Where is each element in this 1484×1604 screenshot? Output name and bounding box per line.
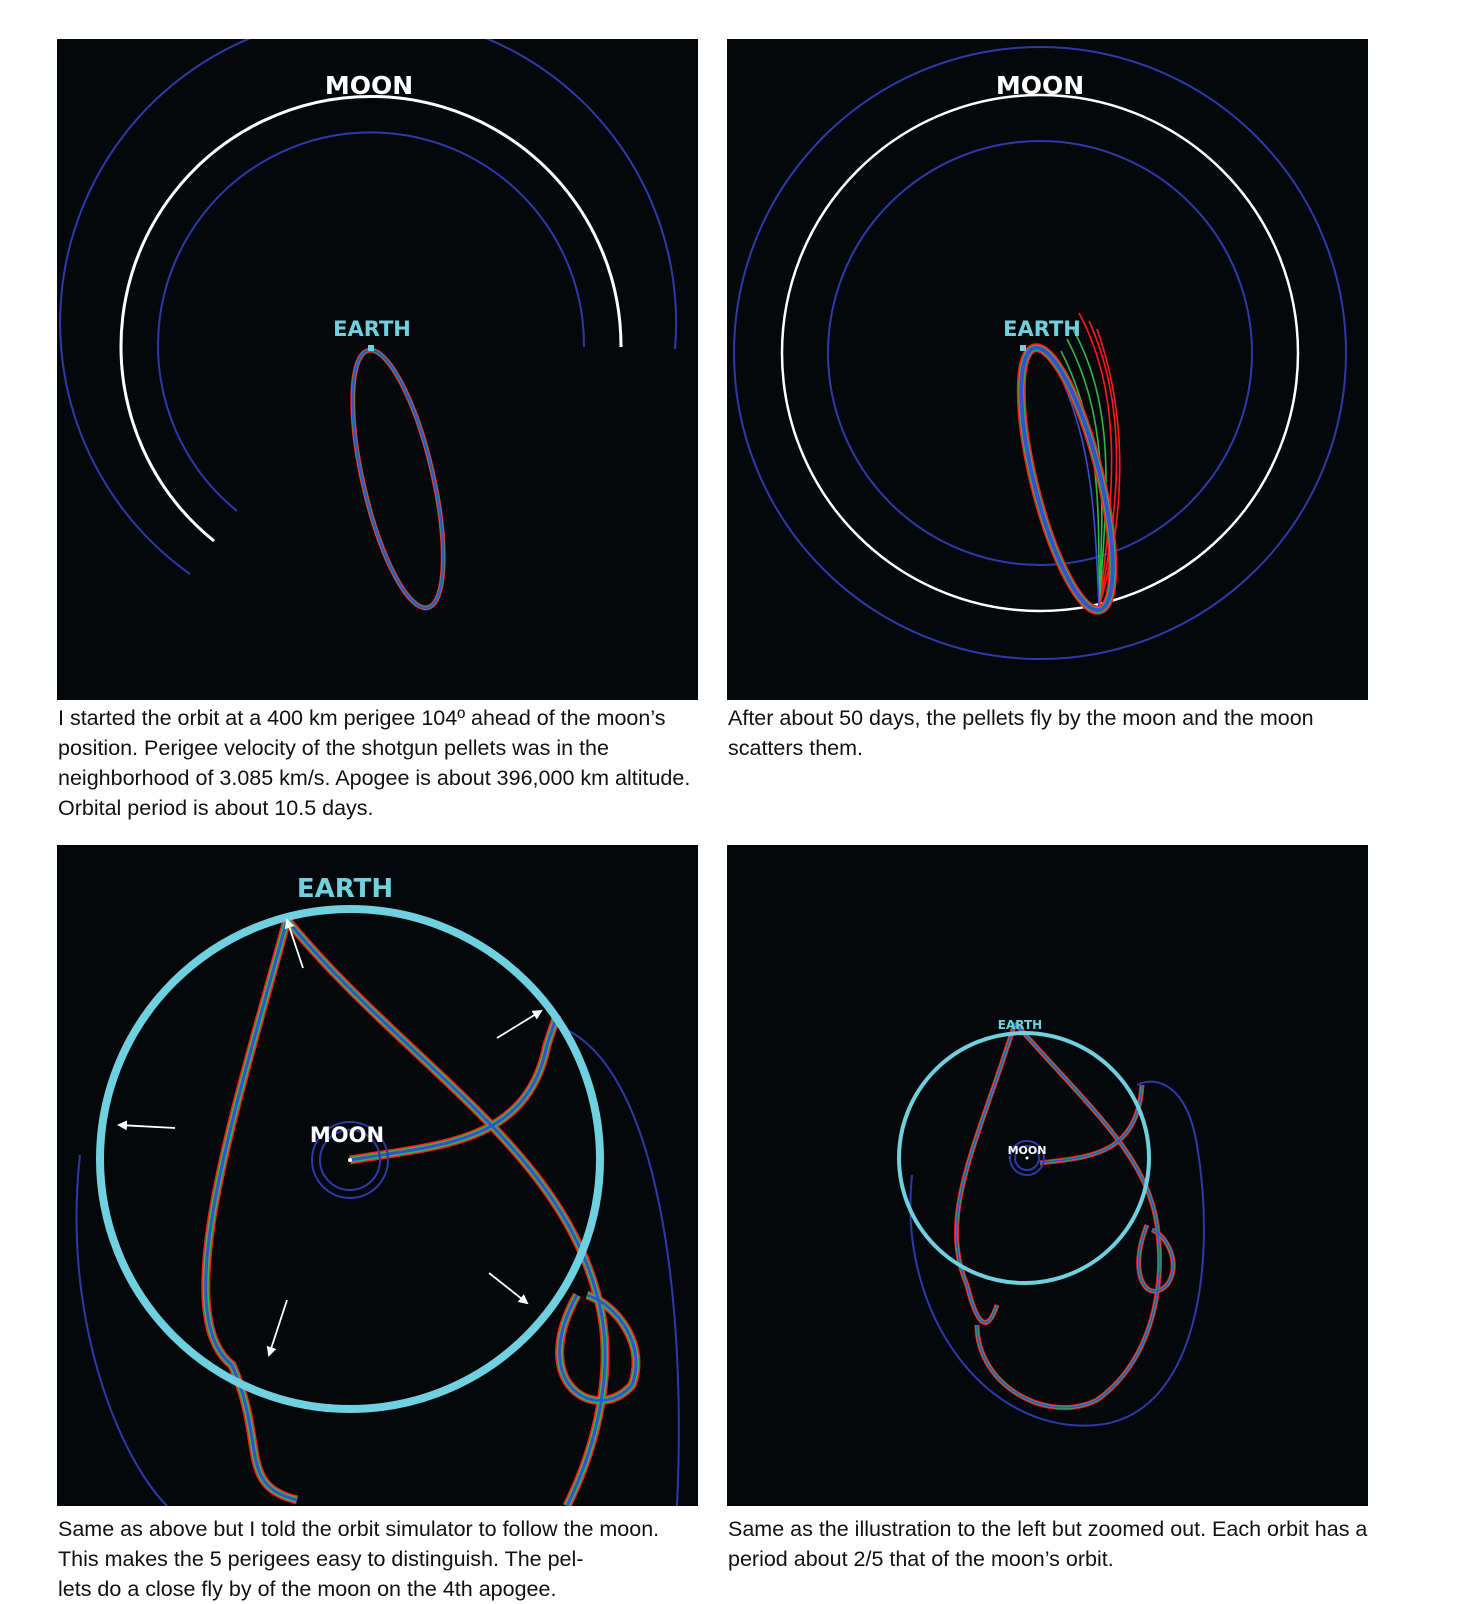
zoomed-out-trails: [956, 1023, 1173, 1408]
moon-label: MOON: [309, 1123, 385, 1147]
earth-label: EARTH: [296, 874, 394, 904]
moon-frame-trails: [206, 920, 636, 1506]
initial-orbit-diagram: [57, 39, 698, 700]
moon-marker: [348, 1158, 352, 1162]
zoomed-out-diagram: [727, 845, 1368, 1506]
caption-initial-orbit: I started the orbit at a 400 km perigee 104º ahead of the moon’s position. Perigee velocity of the shotgun pellets was in the neighborhood of 3.085 km/s. Apogee is about 396,000 km altitude. Orbital period is about 10.5 days.: [58, 706, 691, 820]
earth-label: EARTH: [1003, 317, 1081, 341]
outer-orbit-band: [77, 1155, 167, 1506]
panel-zoomed-out: [727, 845, 1368, 1506]
caption-moon-scatter: After about 50 days, the pellets fly by the moon and the moon scatters them.: [728, 706, 1314, 760]
moon-label: MOON: [1007, 1144, 1047, 1157]
earth-marker: [368, 345, 374, 351]
earth-label: EARTH: [333, 317, 411, 341]
caption-zoomed-out: Same as the illustration to the left but zoomed out. Each orbit has a period about 2/5 that of the moon’s orbit.: [728, 1517, 1368, 1571]
outer-orbit-band: [60, 39, 676, 574]
earth-label: EARTH: [997, 1018, 1043, 1032]
panel-initial-orbit: [57, 39, 698, 700]
panel-moon-frame: [57, 845, 698, 1506]
earth-marker: [1020, 345, 1026, 351]
panel-moon-scatter: [727, 39, 1368, 700]
transfer-orbit: [334, 343, 462, 616]
caption-moon-frame: Same as above but I told the orbit simulator to follow the moon. This makes the 5 perigees easy to distinguish. The pel- lets do a close fly by of the moon on the 4th apogee.: [58, 1517, 660, 1601]
moon-label: MOON: [995, 71, 1085, 100]
earth-orbit-path: [899, 1033, 1149, 1283]
moon-frame-diagram: [57, 845, 698, 1506]
moon-label: MOON: [324, 71, 414, 100]
moon-scatter-diagram: [727, 39, 1368, 700]
